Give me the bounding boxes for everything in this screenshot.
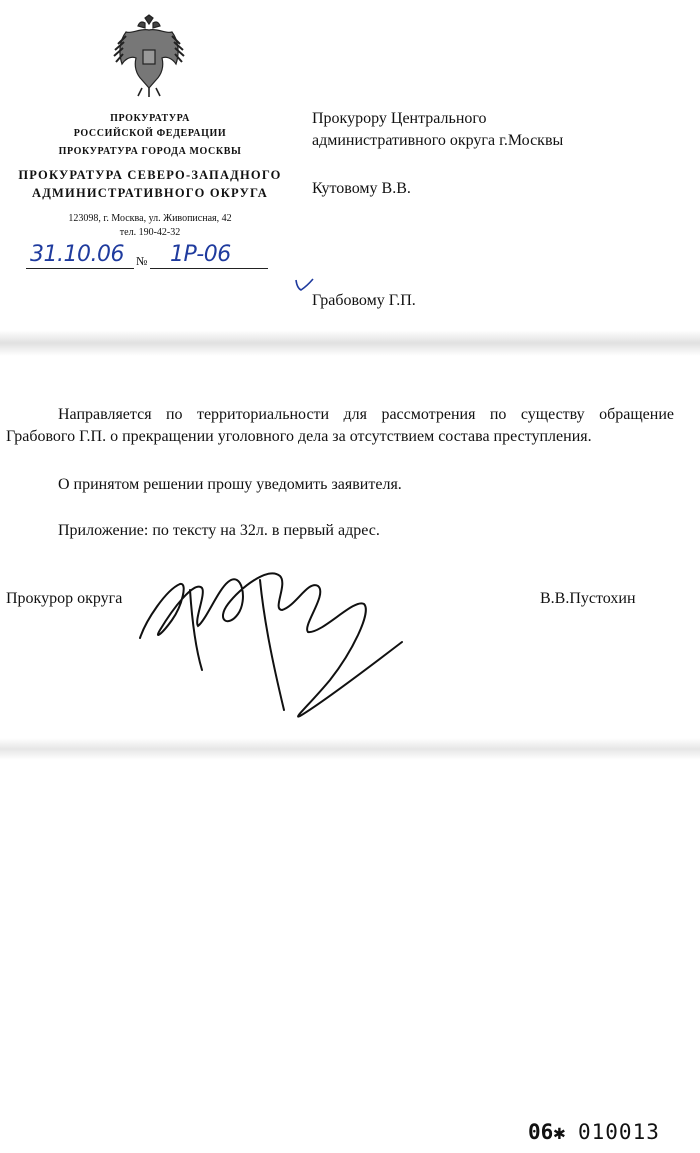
document-serial-code xyxy=(528,1120,660,1144)
registration-number-underline xyxy=(150,268,268,269)
recipient-line-1: Прокурору Центрального xyxy=(312,110,487,127)
scan-fold-band xyxy=(0,738,700,760)
handwritten-signature xyxy=(132,560,432,740)
body-paragraph-2: О принятом решении прошу уведомить заявителя. xyxy=(58,476,402,493)
asterisk-icon: ✱ xyxy=(553,1120,566,1144)
registration-date: 31.10.06 xyxy=(30,242,124,267)
recipient-line-4: Грабовому Г.П. xyxy=(312,292,416,309)
signatory-title: Прокурор округа xyxy=(6,590,123,607)
org-line-administrative-district: АДМИНИСТРАТИВНОГО ОКРУГА xyxy=(32,186,268,200)
org-line-moscow-prosecutor: ПРОКУРАТУРА ГОРОДА МОСКВЫ xyxy=(58,146,242,157)
org-phone: тел. 190-42-32 xyxy=(119,227,181,238)
body-paragraph-attachment: Приложение: по тексту на 32л. в первый адрес. xyxy=(58,522,380,539)
scan-fold-band xyxy=(0,330,700,356)
serial-number: 010013 xyxy=(578,1120,660,1144)
org-line-northwest: ПРОКУРАТУРА СЕВЕРО-ЗАПАДНОГО xyxy=(18,168,282,182)
signatory-name: В.В.Пустохин xyxy=(540,590,636,607)
recipient-line-2: административного округа г.Москвы xyxy=(312,132,564,149)
body-paragraph-1: Направляется по территориальности для рассмотрения по существу обращение Грабового Г.П. о прекращении уголовного дела за отсутствием состава преступления. xyxy=(6,406,674,445)
org-line-russian-federation: РОССИЙСКОЙ ФЕДЕРАЦИИ xyxy=(73,128,227,139)
org-line-prosecutor: ПРОКУРАТУРА xyxy=(110,113,190,124)
recipient-line-3: Кутовому В.В. xyxy=(312,180,411,197)
registration-number-label: № xyxy=(136,254,148,268)
registration-number: 1Р-06 xyxy=(170,242,231,267)
russian-coat-of-arms-icon xyxy=(112,14,186,98)
serial-prefix: 06 xyxy=(528,1120,554,1144)
registration-date-underline xyxy=(26,268,134,269)
org-address: 123098, г. Москва, ул. Живописная, 42 xyxy=(68,213,232,224)
